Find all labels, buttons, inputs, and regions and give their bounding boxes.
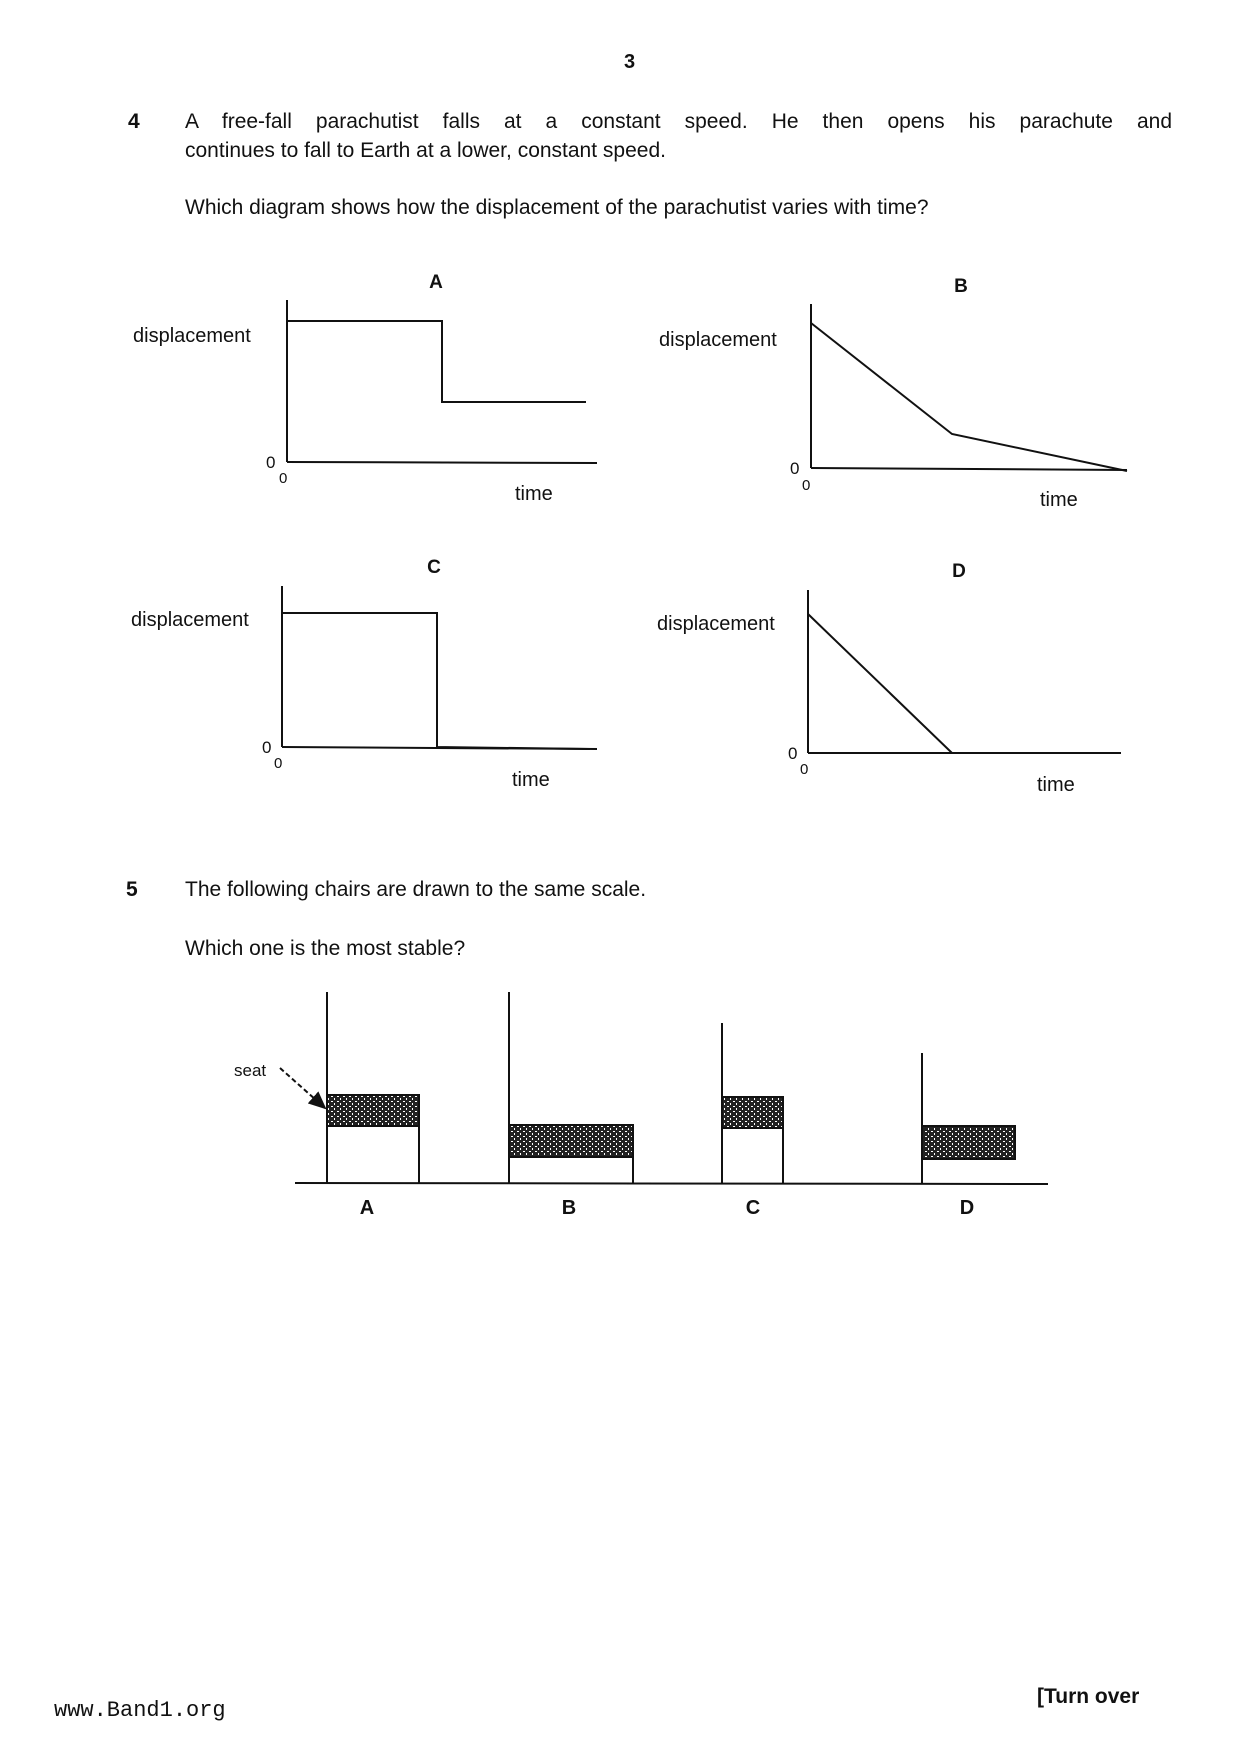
graph-a-x-axis	[287, 462, 597, 463]
graph-a	[133, 272, 597, 505]
graph-c-xlabel: time	[512, 769, 550, 791]
chair-c-letter: C	[745, 1197, 761, 1219]
graph-c-line	[282, 613, 590, 749]
graph-a-xlabel: time	[515, 483, 553, 505]
graph-c	[131, 557, 597, 791]
chair-b	[509, 992, 633, 1183]
graph-d-origin-x: 0	[800, 761, 809, 778]
chair-a	[327, 992, 419, 1183]
question-4-prompt: Which diagram shows how the displacement of the parachutist varies with time?	[185, 196, 929, 219]
chairs-diagram	[234, 992, 1048, 1219]
chair-d-seat	[922, 1126, 1015, 1159]
graph-b-line	[811, 323, 1127, 471]
footer-website: www.Band1.org	[54, 1698, 226, 1723]
chair-b-letter: B	[561, 1197, 577, 1219]
graph-d-xlabel: time	[1037, 774, 1075, 796]
graph-c-origin: 0	[262, 738, 272, 757]
graph-a-letter: A	[429, 272, 443, 293]
question-5-prompt: Which one is the most stable?	[185, 937, 466, 960]
chair-d-letter: D	[959, 1197, 975, 1219]
graph-b-origin-x: 0	[802, 477, 811, 494]
chair-a-letter: A	[359, 1197, 375, 1219]
graph-a-origin-x: 0	[279, 470, 288, 487]
question-4-line-1: A free-fall parachutist falls at a constant speed. He then opens his parachute and	[185, 110, 1172, 133]
chair-c	[722, 1023, 783, 1183]
question-4-number: 4	[128, 110, 140, 133]
graph-a-ylabel: displacement	[133, 325, 251, 347]
graph-d	[657, 561, 1121, 796]
seat-arrow	[280, 1068, 325, 1108]
page-number: 3	[624, 51, 636, 73]
graph-d-line	[808, 614, 1121, 753]
chair-d	[922, 1053, 1015, 1184]
graph-d-origin: 0	[788, 744, 798, 763]
graph-b-ylabel: displacement	[659, 329, 777, 351]
graph-a-origin: 0	[266, 453, 276, 472]
chair-a-seat	[327, 1095, 419, 1126]
graph-c-letter: C	[427, 557, 441, 578]
graph-b-origin: 0	[790, 459, 800, 478]
graph-d-ylabel: displacement	[657, 613, 775, 635]
footer-turn-over: [Turn over	[1037, 1685, 1140, 1708]
graph-a-line	[287, 321, 586, 402]
graph-b-x-axis	[811, 468, 1127, 470]
question-5-number: 5	[126, 878, 138, 901]
chair-b-seat	[509, 1125, 633, 1157]
question-4-line-2: continues to fall to Earth at a lower, constant speed.	[185, 139, 666, 162]
graph-b-xlabel: time	[1040, 489, 1078, 511]
question-5-line-1: The following chairs are drawn to the same scale.	[185, 878, 647, 901]
graph-c-ylabel: displacement	[131, 609, 249, 631]
chair-c-seat	[722, 1097, 783, 1128]
graph-d-letter: D	[952, 561, 966, 582]
graph-b-letter: B	[954, 276, 968, 297]
seat-label: seat	[234, 1061, 267, 1080]
graph-b	[659, 276, 1127, 511]
ground-line	[295, 1183, 1048, 1184]
graph-c-origin-x: 0	[274, 755, 283, 772]
